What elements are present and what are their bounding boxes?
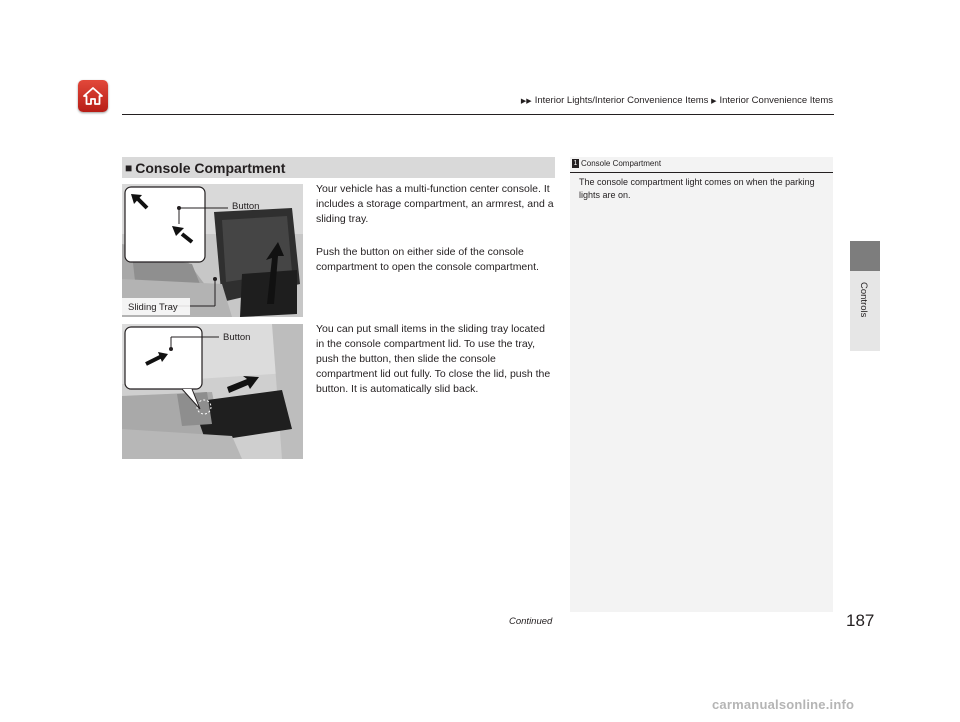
note-header [572,159,661,168]
body-paragraph-3: You can put small items in the sliding tray located in the console compartment lid. To use the tray, push the button, then slide the console compartment lid out fully. To close the lid, push the button. It is automatically slid back. [316,323,551,395]
sliding-tray-figure [122,324,303,459]
watermark: carmanualsonline.info [712,697,855,712]
body-paragraph-2: Push the button on either side of the console compartment to open the console compartment. [316,246,539,273]
note-text: The console compartment light comes on when the parking lights are on. [579,177,815,200]
note-rule [570,172,833,173]
breadcrumb-arrow-icon: ▶▶ [520,98,532,105]
note-title: Console Compartment [581,159,662,168]
square-bullet-icon: ■ [125,160,133,175]
sliding-tray-callout-label: Sliding Tray [128,302,178,313]
continued-label: Continued [509,616,553,627]
section-title: Console Compartment [135,159,286,176]
note-panel [570,157,833,612]
section-header [122,157,555,178]
button-callout-label-1: Button [232,201,260,212]
button-callout-label-2: Button [223,332,251,343]
note-reference-icon: 1 [573,160,578,167]
sidebar-tab-marker [850,241,880,271]
sidebar-tab-controls[interactable]: Controls [858,282,869,318]
page-number: 187 [846,611,875,630]
breadcrumb-arrow-icon: ▶ [711,98,717,105]
console-open-figure [122,184,303,317]
breadcrumb-part-1[interactable]: Interior Lights/Interior Convenience Items [534,95,709,106]
home-button[interactable] [78,80,108,112]
header-rule [122,114,834,115]
breadcrumb [521,95,833,106]
body-paragraph-1: Your vehicle has a multi-function center console. It includes a storage compartment, an armrest, and a sliding tray. [316,183,554,225]
breadcrumb-part-2[interactable]: Interior Convenience Items [719,95,833,106]
home-icon [82,86,104,106]
